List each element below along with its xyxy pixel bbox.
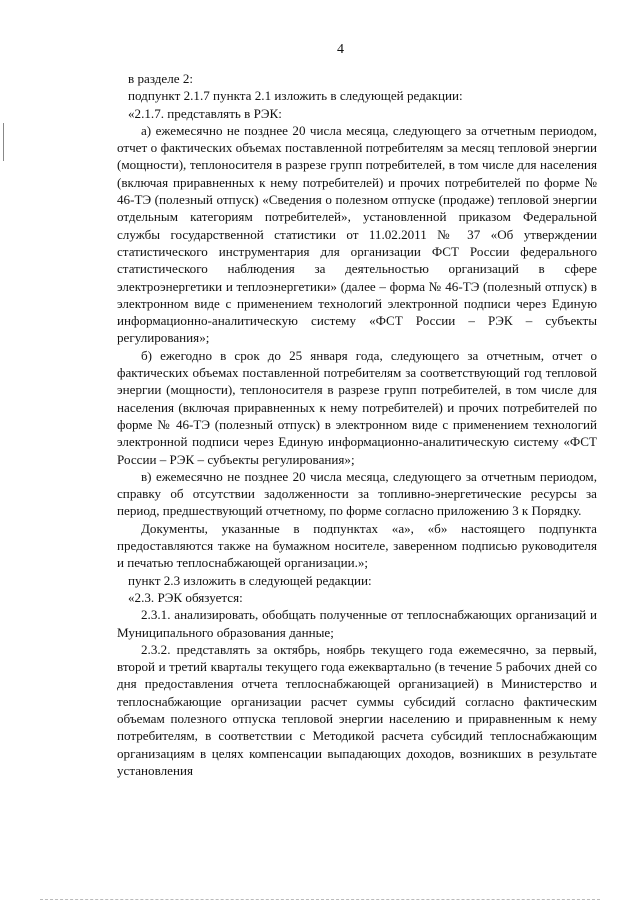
paragraph-item-b: б) ежегодно в срок до 25 января года, следующего за отчетным, отчет о фактических объемах поставленной потребителям за соответствующий год тепловой энергии (мощности), теплоносителя в разрезе групп потребителей, в том числе для населения (включая приравненных к нему потребителей) и прочих потребителей по форме № 46-ТЭ (полезный отпуск) в электронном виде с применением технологий электронной подписи через Единую информационно-аналитическую систему «ФСТ России – РЭК – субъекты регулирования»; [117, 347, 597, 467]
scan-margin-mark [3, 123, 4, 161]
paragraph-item-v: в) ежемесячно не позднее 20 числа месяца, следующего за отчетным периодом, справку об отсутствии задолженности за топливно-энергетические ресурсы за период, предшествующий отчетному, по форме согласно приложению 3 к Порядку. [117, 468, 597, 519]
paragraph-clause-2-1-7: «2.1.7. представлять в РЭК: [128, 105, 282, 121]
paragraph-clause-2-3-2: 2.3.2. представлять за октябрь, ноябрь текущего года ежемесячно, за первый, второй и третий кварталы текущего года ежеквартально (в течение 5 рабочих дней со дня предоставления отчета теплоснабжающей организацией) в Министерство и теплоснабжающие организации расчет суммы субсидий согласно фактическим объемам полезного отпуска тепловой энергии населению и приравненным к нему потребителям, в соответствии с Методикой расчета субсидий теплоснабжающим организациям в целях компенсации выпадающих доходов, возникших в результате установления [117, 641, 597, 778]
paragraph-item-a: а) ежемесячно не позднее 20 числа месяца, следующего за отчетным периодом, отчет о фактических объемах поставленной потребителям за месяц тепловой энергии (мощности), теплоносителя в разрезе групп потребителей, в том числе для населения (включая приравненных к нему потребителей) и прочих потребителей по форме № 46-ТЭ (полезный отпуск) «Сведения о полезном отпуске (продаже) тепловой энергии отдельным категориям потребителей», установленной приказом Федеральной службы государственной статистики от 11.02.2011 № 37 «Об утверждении статистического инструментария для организации ФСТ России федерального статистического наблюдения за деятельностью организаций в сфере электроэнергетики и теплоэнергетики» (далее – форма № 46-ТЭ (полезный отпуск) в электронном виде с применением технологий электронной подписи через Единую информационно-аналитическую систему «ФСТ России – РЭК – субъекты регулирования»; [117, 122, 597, 346]
paragraph-subclause-instruction: подпункт 2.1.7 пункта 2.1 изложить в следующей редакции: [128, 88, 463, 104]
paragraph-clause-2-3-1: 2.3.1. анализировать, обобщать полученные от теплоснабжающих организаций и Муниципального образования данные; [117, 607, 597, 640]
scan-bottom-edge [40, 899, 600, 900]
paragraph-documents: Документы, указанные в подпунктах «а», «б» настоящего подпункта предоставляются также на бумажном носителе, заверенном подписью руководителя и печатью теплоснабжающей организации.»; [117, 520, 597, 571]
paragraph-section-heading: в разделе 2: [128, 71, 194, 86]
paragraph-clause-2-3: «2.3. РЭК обязуется: [128, 589, 243, 605]
page-number: 4 [337, 42, 344, 57]
paragraph-clause-2-3-instruction: пункт 2.3 изложить в следующей редакции: [128, 572, 372, 588]
document-body [117, 70, 597, 779]
